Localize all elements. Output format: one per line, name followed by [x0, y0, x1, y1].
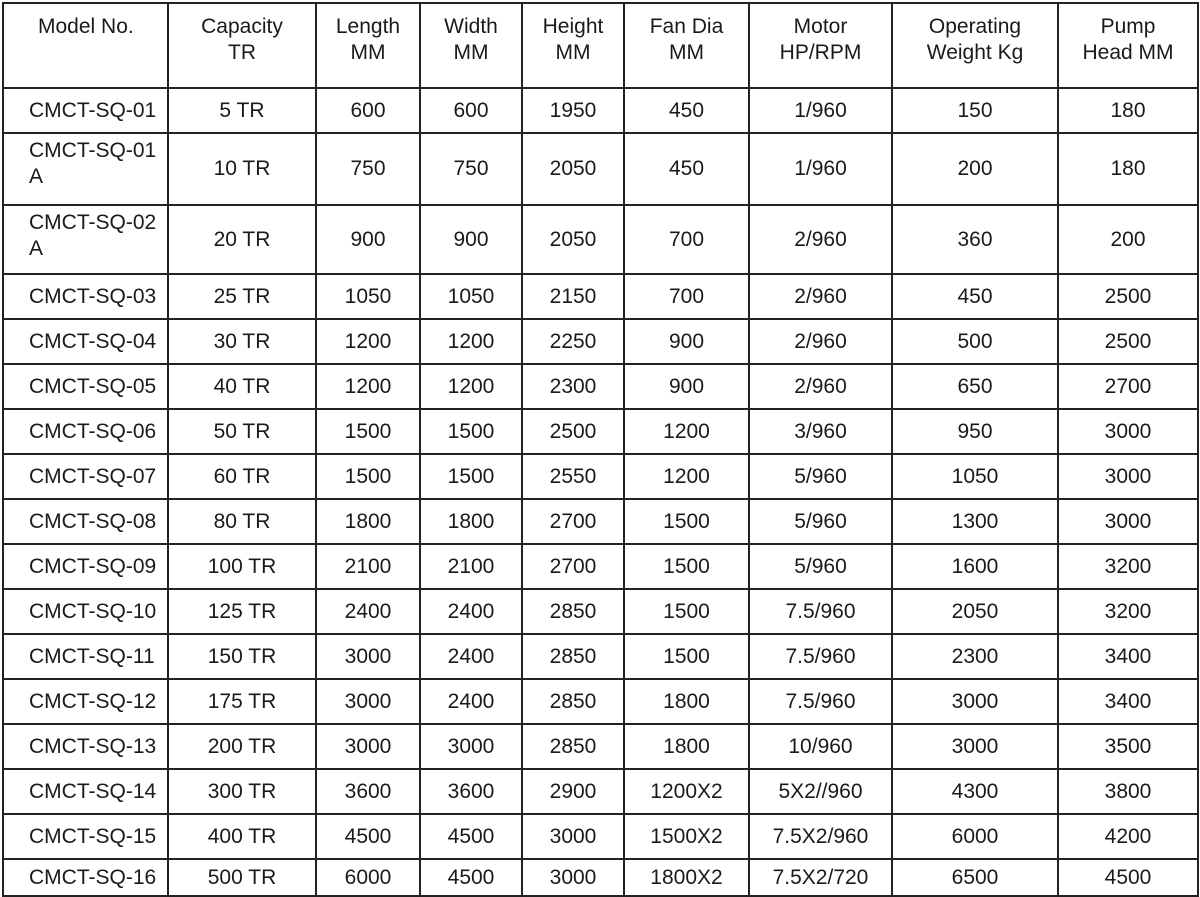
- cell-width: 750: [420, 133, 522, 205]
- cell-width: 2400: [420, 589, 522, 634]
- table-row: [3, 859, 1198, 896]
- header-model-no: [3, 3, 168, 88]
- table-row: [3, 454, 1198, 499]
- cell-fan-dia: 1800X2: [624, 859, 749, 896]
- cell-motor: 10/960: [749, 724, 892, 769]
- cell-pump-head: 180: [1058, 88, 1198, 133]
- cell-height: 3000: [522, 859, 624, 896]
- cell-width: 1500: [420, 454, 522, 499]
- cell-width: 4500: [420, 859, 522, 896]
- cell-model-no: CMCT-SQ-09: [3, 544, 168, 589]
- table-header: [3, 3, 1198, 88]
- cell-fan-dia: 900: [624, 364, 749, 409]
- cell-motor: 5/960: [749, 454, 892, 499]
- table-row: [3, 409, 1198, 454]
- table-row: [3, 205, 1198, 274]
- cell-width: 1500: [420, 409, 522, 454]
- cell-operating-weight: 6000: [892, 814, 1058, 859]
- cell-height: 2850: [522, 724, 624, 769]
- cell-model-no: CMCT-SQ-04: [3, 319, 168, 364]
- cell-fan-dia: 1500: [624, 499, 749, 544]
- cell-capacity: 100 TR: [168, 544, 316, 589]
- cell-height: 2850: [522, 589, 624, 634]
- cell-fan-dia: 1200: [624, 454, 749, 499]
- cell-length: 750: [316, 133, 420, 205]
- cell-length: 2400: [316, 589, 420, 634]
- header-unit: Head MM: [1082, 41, 1174, 64]
- cell-model-no: CMCT-SQ-03: [3, 274, 168, 319]
- cell-operating-weight: 2300: [892, 634, 1058, 679]
- cell-fan-dia: 1500: [624, 634, 749, 679]
- cell-height: 2150: [522, 274, 624, 319]
- cell-width: 900: [420, 205, 522, 274]
- cell-pump-head: 3000: [1058, 454, 1198, 499]
- cell-length: 900: [316, 205, 420, 274]
- table-row: [3, 679, 1198, 724]
- cell-capacity: 25 TR: [168, 274, 316, 319]
- cell-operating-weight: 2050: [892, 589, 1058, 634]
- cell-capacity: 60 TR: [168, 454, 316, 499]
- header-text: Fan Dia: [649, 15, 724, 38]
- cell-motor: 5X2//960: [749, 769, 892, 814]
- cell-capacity: 40 TR: [168, 364, 316, 409]
- cell-height: 2550: [522, 454, 624, 499]
- cell-fan-dia: 450: [624, 88, 749, 133]
- cell-capacity: 200 TR: [168, 724, 316, 769]
- cell-capacity: 5 TR: [168, 88, 316, 133]
- header-length: [316, 3, 420, 88]
- cell-height: 2850: [522, 679, 624, 724]
- cell-model-no: CMCT-SQ-12: [3, 679, 168, 724]
- table-row: [3, 769, 1198, 814]
- cell-motor: 5/960: [749, 544, 892, 589]
- cell-capacity: 500 TR: [168, 859, 316, 896]
- cell-pump-head: 3400: [1058, 679, 1198, 724]
- table-row: [3, 634, 1198, 679]
- cell-pump-head: 3400: [1058, 634, 1198, 679]
- cell-motor: 2/960: [749, 274, 892, 319]
- header-fan-dia: [624, 3, 749, 88]
- header-text: Width: [444, 15, 498, 38]
- cell-height: 2500: [522, 409, 624, 454]
- header-unit: HP/RPM: [779, 41, 862, 64]
- cell-operating-weight: 1600: [892, 544, 1058, 589]
- cell-capacity: 10 TR: [168, 133, 316, 205]
- cell-pump-head: 2500: [1058, 319, 1198, 364]
- cell-pump-head: 3000: [1058, 409, 1198, 454]
- cell-length: 1800: [316, 499, 420, 544]
- cell-capacity: 300 TR: [168, 769, 316, 814]
- cell-length: 6000: [316, 859, 420, 896]
- cell-capacity: 175 TR: [168, 679, 316, 724]
- header-row: [3, 3, 1198, 88]
- header-text: Operating: [928, 15, 1022, 38]
- cell-height: 2250: [522, 319, 624, 364]
- table-row: [3, 364, 1198, 409]
- cell-model-no: CMCT-SQ-06: [3, 409, 168, 454]
- cell-model-no: CMCT-SQ-08: [3, 499, 168, 544]
- header-text: Pump: [1100, 15, 1156, 38]
- cell-width: 3000: [420, 724, 522, 769]
- cell-height: 1950: [522, 88, 624, 133]
- cell-motor: 7.5/960: [749, 679, 892, 724]
- cell-fan-dia: 450: [624, 133, 749, 205]
- cell-operating-weight: 4300: [892, 769, 1058, 814]
- table-row: [3, 814, 1198, 859]
- cell-length: 1050: [316, 274, 420, 319]
- table-row: [3, 133, 1198, 205]
- cell-operating-weight: 360: [892, 205, 1058, 274]
- cell-length: 3000: [316, 724, 420, 769]
- cell-motor: 2/960: [749, 319, 892, 364]
- cell-width: 1200: [420, 364, 522, 409]
- cell-motor: 7.5X2/720: [749, 859, 892, 896]
- cell-motor: 7.5/960: [749, 589, 892, 634]
- cell-length: 3000: [316, 679, 420, 724]
- cell-length: 2100: [316, 544, 420, 589]
- header-operating-weight: [892, 3, 1058, 88]
- cell-width: 1200: [420, 319, 522, 364]
- cell-operating-weight: 450: [892, 274, 1058, 319]
- header-text: Capacity: [201, 15, 283, 38]
- cell-width: 1800: [420, 499, 522, 544]
- cell-motor: 1/960: [749, 88, 892, 133]
- cell-operating-weight: 150: [892, 88, 1058, 133]
- cell-fan-dia: 1800: [624, 724, 749, 769]
- cell-height: 2050: [522, 205, 624, 274]
- cell-fan-dia: 900: [624, 319, 749, 364]
- cell-capacity: 150 TR: [168, 634, 316, 679]
- cell-length: 3000: [316, 634, 420, 679]
- cell-operating-weight: 1300: [892, 499, 1058, 544]
- header-text: Motor: [793, 15, 848, 38]
- header-text: Model No.: [38, 15, 134, 38]
- cell-length: 1200: [316, 364, 420, 409]
- table-body: [3, 88, 1198, 896]
- cell-capacity: 400 TR: [168, 814, 316, 859]
- cell-model-no: CMCT-SQ-01: [3, 88, 168, 133]
- header-unit: TR: [228, 41, 256, 64]
- cell-length: 1500: [316, 409, 420, 454]
- cell-length: 3600: [316, 769, 420, 814]
- cell-model-no: CMCT-SQ-11: [3, 634, 168, 679]
- cell-capacity: 125 TR: [168, 589, 316, 634]
- header-unit: MM: [555, 41, 591, 64]
- header-capacity: [168, 3, 316, 88]
- cell-pump-head: 2700: [1058, 364, 1198, 409]
- cell-height: 2700: [522, 499, 624, 544]
- header-text: Height: [542, 15, 604, 38]
- cell-operating-weight: 3000: [892, 724, 1058, 769]
- cell-operating-weight: 6500: [892, 859, 1058, 896]
- cell-motor: 2/960: [749, 205, 892, 274]
- table-row: [3, 88, 1198, 133]
- cell-operating-weight: 950: [892, 409, 1058, 454]
- header-unit: MM: [669, 41, 704, 64]
- cell-width: 1050: [420, 274, 522, 319]
- cell-width: 600: [420, 88, 522, 133]
- cell-model-no: CMCT-SQ-14: [3, 769, 168, 814]
- table-row: [3, 499, 1198, 544]
- cell-fan-dia: 700: [624, 274, 749, 319]
- cell-length: 1200: [316, 319, 420, 364]
- specification-table: [2, 2, 1199, 897]
- cell-width: 4500: [420, 814, 522, 859]
- cell-fan-dia: 1500X2: [624, 814, 749, 859]
- cell-motor: 2/960: [749, 364, 892, 409]
- cell-fan-dia: 1800: [624, 679, 749, 724]
- cell-width: 3600: [420, 769, 522, 814]
- cell-fan-dia: 1200X2: [624, 769, 749, 814]
- cell-pump-head: 3200: [1058, 589, 1198, 634]
- cell-operating-weight: 500: [892, 319, 1058, 364]
- cell-capacity: 50 TR: [168, 409, 316, 454]
- cell-pump-head: 3800: [1058, 769, 1198, 814]
- cell-pump-head: 180: [1058, 133, 1198, 205]
- table-row: [3, 724, 1198, 769]
- cell-length: 4500: [316, 814, 420, 859]
- cell-motor: 3/960: [749, 409, 892, 454]
- cell-motor: 5/960: [749, 499, 892, 544]
- table-row: [3, 544, 1198, 589]
- header-motor: [749, 3, 892, 88]
- cell-model-no: CMCT-SQ-02A: [3, 205, 168, 274]
- cell-model-no: CMCT-SQ-07: [3, 454, 168, 499]
- cell-fan-dia: 1500: [624, 589, 749, 634]
- table-row: [3, 589, 1198, 634]
- cell-model-no: CMCT-SQ-10: [3, 589, 168, 634]
- cell-width: 2100: [420, 544, 522, 589]
- cell-fan-dia: 700: [624, 205, 749, 274]
- cell-pump-head: 4500: [1058, 859, 1198, 896]
- cell-height: 2700: [522, 544, 624, 589]
- cell-length: 1500: [316, 454, 420, 499]
- cell-pump-head: 3200: [1058, 544, 1198, 589]
- table-row: [3, 274, 1198, 319]
- cell-pump-head: 3000: [1058, 499, 1198, 544]
- cell-width: 2400: [420, 679, 522, 724]
- cell-width: 2400: [420, 634, 522, 679]
- cell-height: 2900: [522, 769, 624, 814]
- cell-pump-head: 4200: [1058, 814, 1198, 859]
- header-height: [522, 3, 624, 88]
- cell-model-no: CMCT-SQ-15: [3, 814, 168, 859]
- cell-height: 2300: [522, 364, 624, 409]
- cell-fan-dia: 1200: [624, 409, 749, 454]
- header-unit: MM: [453, 41, 489, 64]
- cell-pump-head: 3500: [1058, 724, 1198, 769]
- header-width: [420, 3, 522, 88]
- cell-capacity: 80 TR: [168, 499, 316, 544]
- header-unit: Weight Kg: [926, 41, 1024, 64]
- header-text: Length: [335, 15, 401, 38]
- table-row: [3, 319, 1198, 364]
- cell-operating-weight: 200: [892, 133, 1058, 205]
- cell-motor: 7.5X2/960: [749, 814, 892, 859]
- cell-height: 3000: [522, 814, 624, 859]
- cell-operating-weight: 3000: [892, 679, 1058, 724]
- cell-height: 2050: [522, 133, 624, 205]
- cell-fan-dia: 1500: [624, 544, 749, 589]
- cell-pump-head: 2500: [1058, 274, 1198, 319]
- cell-length: 600: [316, 88, 420, 133]
- cell-motor: 7.5/960: [749, 634, 892, 679]
- cell-motor: 1/960: [749, 133, 892, 205]
- cell-capacity: 20 TR: [168, 205, 316, 274]
- cell-model-no: CMCT-SQ-16: [3, 859, 168, 896]
- header-pump-head: [1058, 3, 1198, 88]
- header-unit: MM: [350, 41, 386, 64]
- cell-model-no: CMCT-SQ-01A: [3, 133, 168, 205]
- cell-operating-weight: 650: [892, 364, 1058, 409]
- cell-operating-weight: 1050: [892, 454, 1058, 499]
- cell-height: 2850: [522, 634, 624, 679]
- cell-model-no: CMCT-SQ-05: [3, 364, 168, 409]
- cell-capacity: 30 TR: [168, 319, 316, 364]
- cell-model-no: CMCT-SQ-13: [3, 724, 168, 769]
- cell-pump-head: 200: [1058, 205, 1198, 274]
